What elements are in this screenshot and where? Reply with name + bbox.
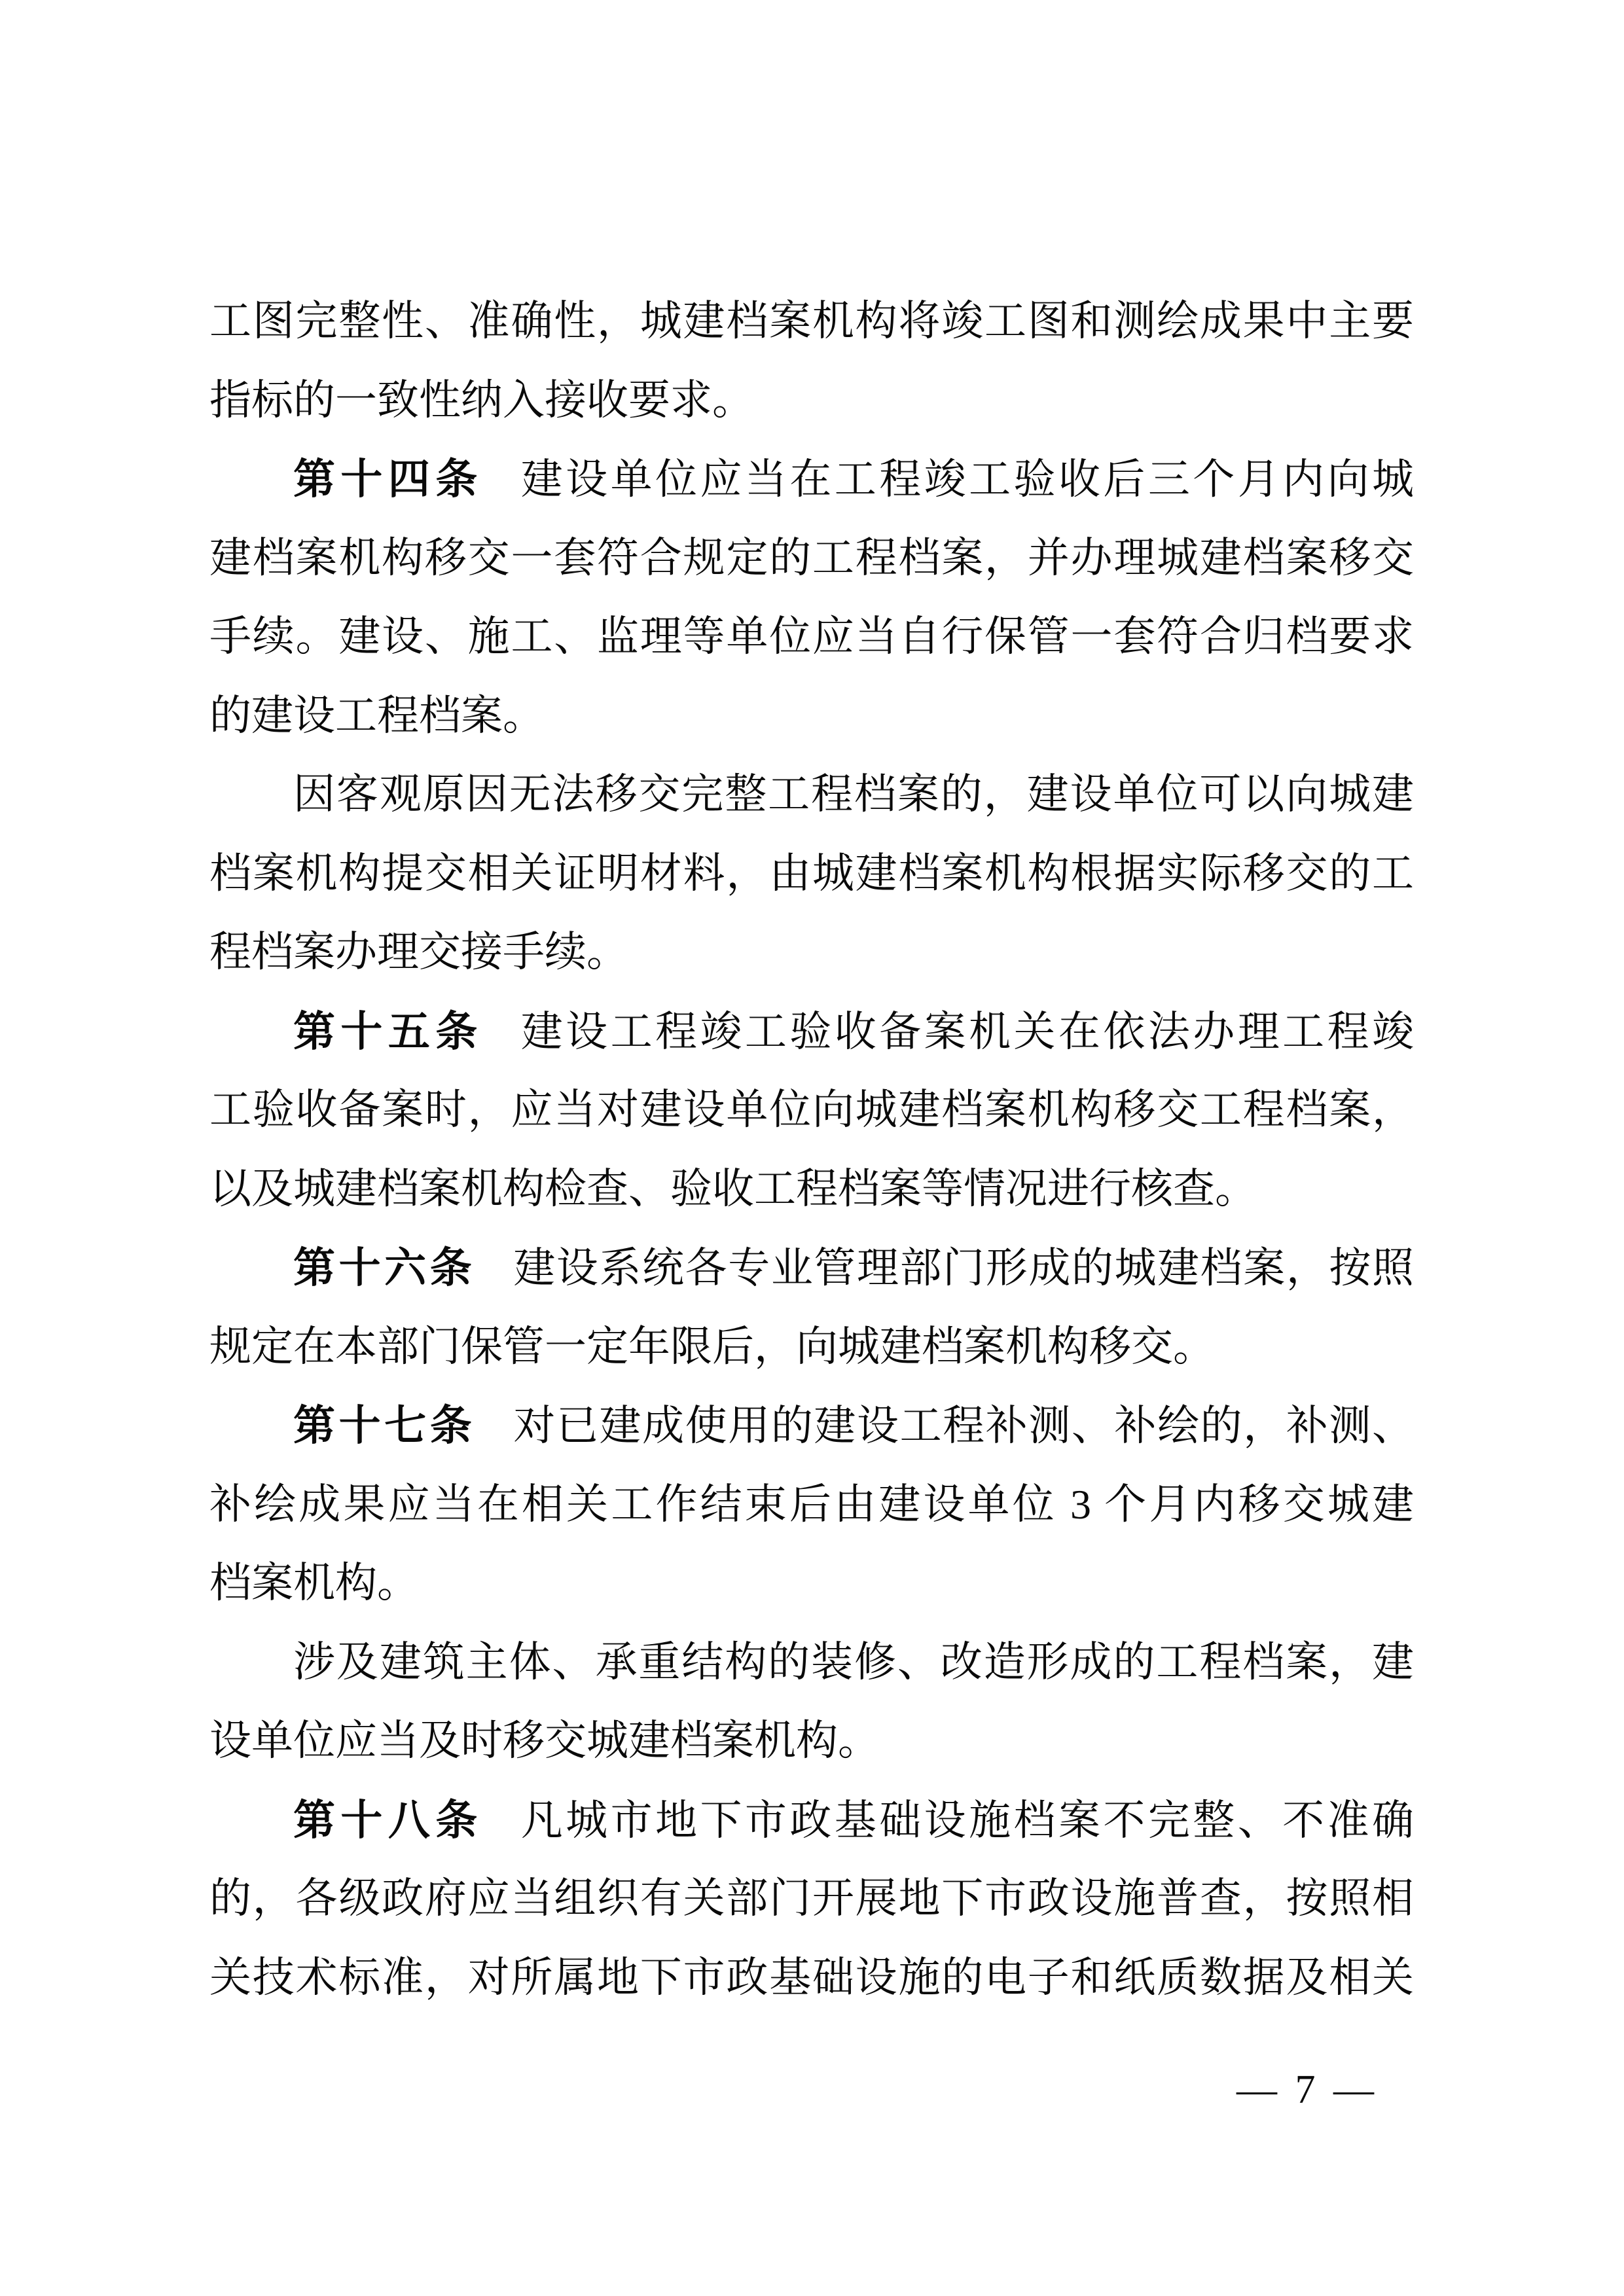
text-line [209,1859,1414,1939]
text-line [209,1308,1414,1387]
line-text: 补绘成果应当在相关工作结束后由建设单位 3 个月内移交城建 [209,1480,1414,1528]
line-text: 设单位应当及时移交城建档案机构。 [209,1717,880,1764]
article-number: 第十四条 [293,456,483,503]
line-text: 手续。建设、施工、监理等单位应当自行保管一套符合归档要求 [209,613,1414,660]
text-line [209,1702,1414,1781]
text-line [209,992,1414,1071]
article-number: 第十五条 [293,1007,483,1055]
line-text: 建档案机构移交一套符合规定的工程档案，并办理城建档案移交 [209,534,1414,581]
line-text: 指标的一致性纳入接收要求。 [209,376,754,423]
text-line [209,677,1414,756]
line-text: 关技术标准，对所属地下市政基础设施的电子和纸质数据及相关 [209,1954,1414,2001]
line-text: 建设工程竣工验收备案机关在依法办理工程竣 [520,1008,1415,1055]
article-number: 第十七条 [293,1402,476,1449]
text-line [209,1781,1414,1860]
line-text: 程档案办理交接手续。 [209,929,628,975]
line-text: 建设系统各专业管理部门形成的城建档案，按照 [513,1245,1415,1291]
article-number: 第十八条 [293,1796,483,1844]
line-text: 因客观原因无法移交完整工程档案的，建设单位可以向城建 [293,771,1414,817]
text-line [209,1150,1414,1229]
text-line [209,1623,1414,1702]
line-text: 档案机构。 [209,1560,419,1606]
text-line [209,755,1414,834]
line-text: 涉及建筑主体、承重结构的装修、改造形成的工程档案，建 [293,1638,1414,1685]
line-text: 的，各级政府应当组织有关部门开展地下市政设施普查，按照相 [209,1875,1414,1922]
text-line [209,1071,1414,1150]
line-text: 的建设工程档案。 [209,692,545,739]
line-text: 以及城建档案机构检查、验收工程档案等情况进行核查。 [209,1165,1257,1212]
line-text: 档案机构提交相关证明材料，由城建档案机构根据实际移交的工 [209,850,1414,897]
text-line [209,519,1414,598]
text-line [209,913,1414,992]
text-line [209,598,1414,677]
text-line [209,1465,1414,1545]
line-text: 工图完整性、准确性，城建档案机构将竣工图和测绘成果中主要 [209,298,1414,344]
text-line [209,1386,1414,1465]
line-text: 建设单位应当在工程竣工验收后三个月内向城 [520,456,1415,503]
text-line [209,1544,1414,1623]
text-line [209,1939,1414,2018]
text-line [209,440,1414,519]
line-text: 凡城市地下市政基础设施档案不完整、不准确 [520,1797,1415,1844]
text-line [209,834,1414,914]
text-line [209,361,1414,440]
text-line [209,1229,1414,1308]
line-text: 工验收备案时，应当对建设单位向城建档案机构移交工程档案， [209,1086,1414,1133]
line-text: 规定在本部门保管一定年限后，向城建档案机构移交。 [209,1323,1215,1370]
page-number: — 7 — [1236,2068,1378,2112]
text-block [209,282,1414,2017]
line-text: 对已建成使用的建设工程补测、补绘的，补测、 [513,1403,1415,1449]
text-line [209,282,1414,361]
article-number: 第十六条 [293,1244,476,1291]
